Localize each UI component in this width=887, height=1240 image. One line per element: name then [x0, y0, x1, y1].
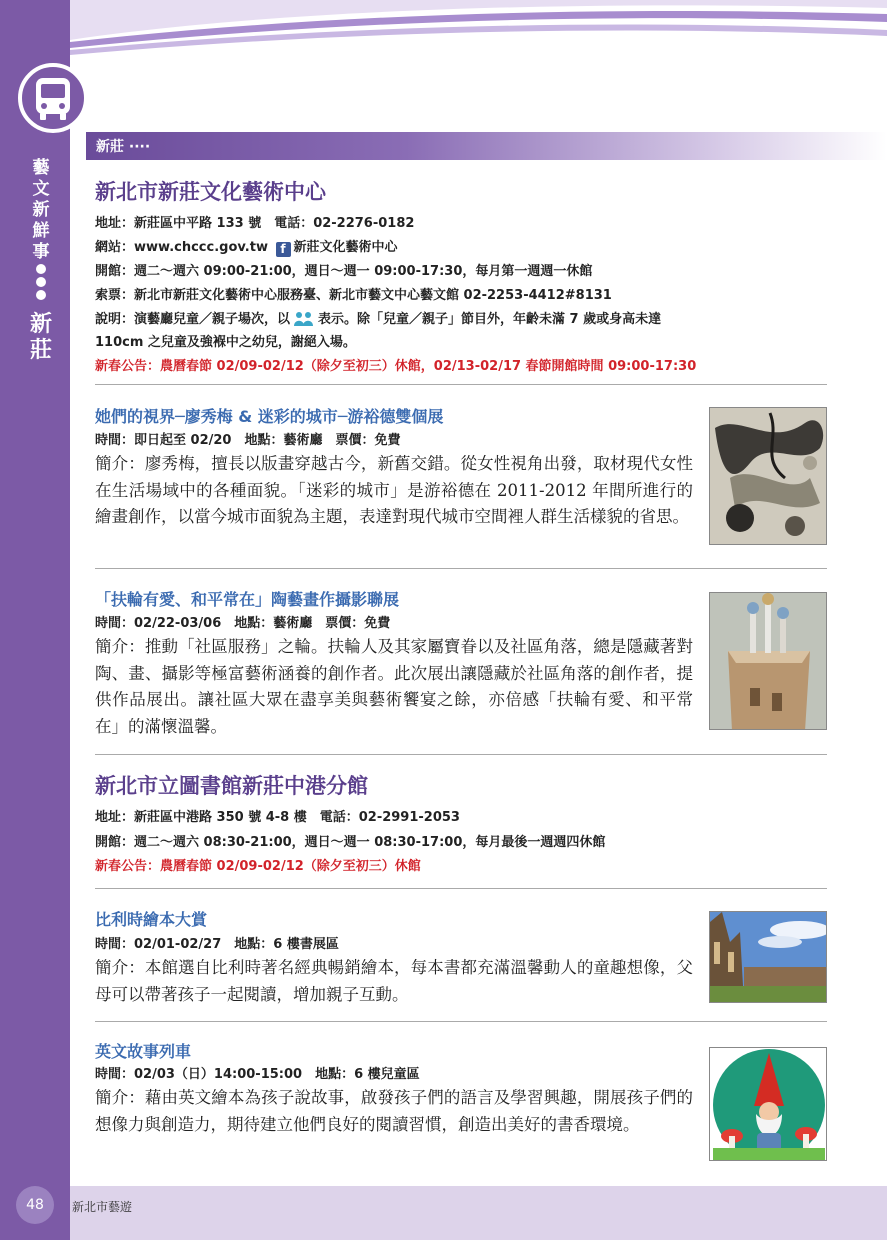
venue-title: 新北市立圖書館新莊中港分館	[95, 774, 368, 798]
event-meta: 時間：即日起至 02/20 地點：藝術廳 票價：免費	[95, 433, 401, 448]
event-photo-building	[709, 911, 827, 1003]
divider	[95, 754, 827, 755]
divider	[95, 384, 827, 385]
venue-hours: 開館：週二～週六 08:30-21:00，週日～週一 08:30-17:00，每月最後一週週四休館	[95, 835, 606, 850]
event-description: 簡介：推動「社區服務」之輪。扶輪人及其家屬寶眷以及社區角落，總是隱藏著對陶、畫、攝影等極富藝術涵養的創作者。此次展出讓隱藏於社區角落的創作者，提供作品展出。讓社區大眾在盡享美與藝術饗宴之餘，亦倍感「扶輪有愛、和平常在」的滿懷溫馨。	[95, 637, 693, 736]
event-title: 比利時繪本大賞	[95, 910, 208, 929]
event-meta: 時間：02/01-02/27 地點：6 樓書展區	[95, 937, 339, 952]
event-meta: 時間：02/03（日）14:00-15:00 地點：6 樓兒童區	[95, 1067, 420, 1082]
family-icon	[293, 311, 315, 326]
sidebar-category: 藝 文 新 鮮 事	[32, 158, 50, 262]
section-header	[86, 132, 887, 160]
event-description: 簡介：本館選自比利時著名經典暢銷繪本，每本書都充滿溫馨動人的童趣想像，父母可以帶著孩子一起閱讀，增加親子互動。	[95, 958, 693, 1004]
venue-announcement: 新春公告：農曆春節 02/09-02/12（除夕至初三）休館	[95, 859, 421, 874]
publication-name: 新北市藝遊	[72, 1200, 133, 1214]
venue-announcement: 新春公告：農曆春節 02/09-02/12（除夕至初三）休館，02/13-02/17 春節開館時間 09:00-17:30	[95, 359, 697, 374]
venue-website	[95, 236, 398, 257]
event-photo-ceramics	[709, 592, 827, 730]
venue-tickets: 索票：新北市新莊文化藝術中心服務臺、新北市藝文中心藝文館 02-2253-4412#8131	[95, 288, 612, 303]
venue-hours: 開館：週二～週六 09:00-21:00，週日～週一 09:00-17:30，每月第一週週一休館	[95, 264, 593, 279]
bus-badge	[18, 63, 88, 133]
event-description: 簡介：藉由英文繪本為孩子說故事，啟發孩子們的語言及學習興趣，開展孩子們的想像力與創造力，期待建立他們良好的閱讀習慣，創造出美好的書香環境。	[95, 1088, 693, 1134]
venue-note-line2: 110cm 之兒童及強褓中之幼兒，謝絕入場。	[95, 335, 356, 350]
divider	[95, 568, 827, 569]
sidebar-district: 新 莊	[29, 312, 52, 363]
divider	[95, 888, 827, 889]
website-link[interactable]: 網站：www.chccc.gov.tw	[95, 240, 268, 255]
event-title: 「扶輪有愛、和平常在」陶藝畫作攝影聯展	[95, 590, 400, 609]
event-title: 她們的視界─廖秀梅 & 迷彩的城市─游裕德雙個展	[95, 407, 444, 426]
bus-icon	[33, 76, 73, 122]
section-label: 新莊 ····	[96, 139, 151, 155]
sidebar-dots	[36, 264, 46, 303]
event-description: 簡介：廖秀梅，擅長以版畫穿越古今，新舊交錯。從女性視角出發，取材現代女性在生活場域中的各種面貌。「迷彩的城市」是游裕德在 2011-2012 年間所進行的繪畫創作，以當今城市面貌為主題，表達對現代城市空間裡人群生活樣貌的省思。	[95, 454, 693, 526]
event-photo-gnome	[709, 1047, 827, 1161]
event-meta: 時間：02/22-03/06 地點：藝術廳 票價：免費	[95, 616, 391, 631]
footer-bar	[70, 1186, 887, 1240]
divider	[95, 1021, 827, 1022]
facebook-icon: f	[276, 242, 291, 257]
venue-title: 新北市新莊文化藝術中心	[95, 180, 326, 204]
page-number: 48	[16, 1186, 54, 1224]
facebook-link[interactable]: 新莊文化藝術中心	[293, 240, 398, 255]
event-photo-artwork	[709, 407, 827, 545]
venue-address: 地址：新莊區中平路 133 號 電話：02-2276-0182	[95, 216, 415, 231]
event-title: 英文故事列車	[95, 1042, 192, 1061]
venue-note: 說明：演藝廳兒童／親子場次，以 表示。除「兒童／親子」節目外，年齡未滿 7 歲或身高未達	[95, 312, 662, 327]
header-waves	[70, 0, 887, 60]
venue-address: 地址：新莊區中港路 350 號 4-8 樓 電話：02-2991-2053	[95, 810, 460, 825]
